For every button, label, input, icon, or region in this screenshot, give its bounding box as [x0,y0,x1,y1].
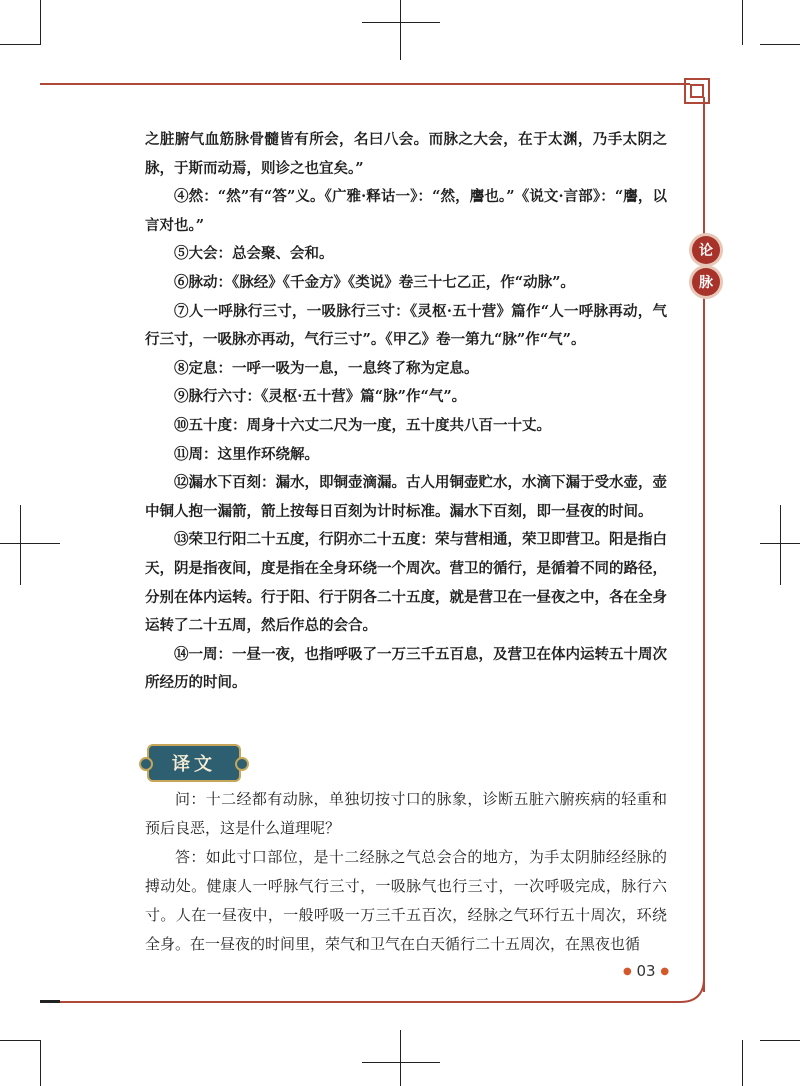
crop-mark [40,1040,41,1086]
crop-mark [20,505,21,585]
crop-mark [0,543,60,544]
note-paragraph: ⑬荣卫行阳二十五度，行阴亦二十五度：荣与营相通，荣卫即营卫。阳是指白天，阴是指夜间，度是指在全身环绕一个周次。营卫的循行，是循着不同的路径，分别在体内运转。行于阳、行于阴各二十五度，就是营卫在一昼夜之中，各在全身运转了二十五周，然后作总的会合。 [145,531,667,635]
crop-mark [400,0,401,60]
translation-section [145,785,667,959]
page-number [623,962,669,980]
crop-mark [742,1040,743,1086]
crop-mark [760,543,800,544]
crop-mark [760,1040,800,1041]
notes-section [145,126,667,698]
section-title-badge: 译文 [147,744,241,782]
note-paragraph: ⑭一周：一昼一夜，也指呼吸了一万三千五百息，及营卫在体内运转五十周次所经历的时间。 [145,645,667,692]
note-paragraph: ⑫漏水下百刻：漏水，即铜壶滴漏。古人用铜壶贮水，水滴下漏于受水壶，壶中铜人抱一漏箭，箭上按每日百刻为计时标准。漏水下百刻，即一昼夜的时间。 [145,474,667,520]
note-paragraph: ⑦人一呼脉行三寸，一吸脉行三寸：《灵枢·五十营》篇作“人一呼脉再动，气行三寸，一吸脉亦再动，气行三寸”。《甲乙》卷一第九“脉”作“气”。 [145,302,667,349]
note-paragraph: ④然：“然”有“答”义。《广雅·释诂一》：“然，譍也。”《说文·言部》：“譍，以言对也。” [145,188,667,234]
page-number-dot-icon: ● [660,966,670,977]
frame-corner-ornament [682,76,712,106]
note-paragraph: ⑥脉动：《脉经》《千金方》《类说》卷三十七乙正，作“动脉”。 [174,273,575,291]
note-paragraph: ⑪周：这里作环绕解。 [174,445,319,463]
page-number-dot-icon: ● [623,966,632,977]
crop-mark [362,22,440,23]
crop-mark [400,1030,401,1086]
note-paragraph: 之脏腑气血筋脉骨髓皆有所会，名曰八会。而脉之大会，在于太渊，乃手太阴之脉，于斯而动焉，则诊之也宜矣。” [145,131,667,177]
page-frame-right [703,97,705,992]
crop-mark [0,44,40,45]
page-number-value: 03 [636,962,656,980]
side-tab-lun: 论 [692,236,720,264]
note-paragraph: ⑨脉行六寸：《灵枢·五十营》篇“脉”作“气”。 [174,388,467,406]
crop-mark [780,505,781,585]
crop-mark [362,1062,440,1063]
note-paragraph: ⑧定息：一呼一吸为一息，一息终了称为定息。 [174,359,479,377]
translation-paragraph: 答：如此寸口部位，是十二经脉之气总会合的地方，为手太阴肺经经脉的搏动处。健康人一呼脉气行三寸，一吸脉气也行三寸，一次呼吸完成，脉行六寸。人在一昼夜中，一般呼吸一万三千五百次，经脉之气环行五十周次，环绕全身。在一昼夜的时间里，荣气和卫气在白天循行二十五周次，在黑夜也循 [145,848,667,953]
side-tab-mai: 脉 [692,268,720,296]
page-frame-top [40,83,690,85]
crop-mark [742,0,743,45]
translation-paragraph: 问：十二经都有动脉，单独切按寸口的脉象，诊断五脏六腑疾病的轻重和预后良恶，这是什么道理呢？ [145,790,667,837]
note-paragraph: ⑤大会：总会聚、会和。 [174,245,334,263]
crop-mark [0,1040,40,1041]
crop-mark [760,44,800,45]
page-frame-bottom [40,960,710,1005]
crop-mark [40,0,41,45]
note-paragraph: ⑩五十度：周身十六丈二尺为一度，五十度共八百一十丈。 [174,416,551,434]
frame-bottom-mark [40,1000,60,1003]
